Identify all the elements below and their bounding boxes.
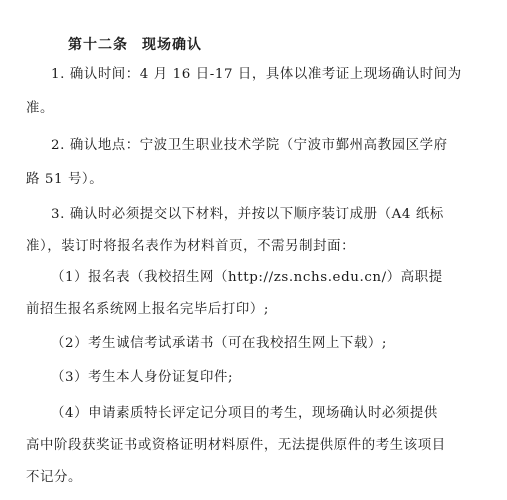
paragraph-line: 路 51 号）。 <box>26 172 104 187</box>
paragraph-line: 前招生报名系统网上报名完毕后打印）; <box>26 302 269 317</box>
article-number: 第十二条 <box>68 37 128 53</box>
paragraph-line: 3. 确认时必须提交以下材料，并按以下顺序装订成册（A4 纸标 <box>51 207 444 222</box>
paragraph-line: 1. 确认时间：4 月 16 日-17 日，具体以准考证上现场确认时间为 <box>51 67 462 82</box>
paragraph-line: （3）考生本人身份证复印件; <box>51 370 234 385</box>
paragraph-line: （2）考生诚信考试承诺书（可在我校招生网上下载）; <box>51 336 388 351</box>
paragraph-line: （4）申请素质特长评定记分项目的考生，现场确认时必须提供 <box>51 406 438 421</box>
paragraph-line: 准。 <box>26 101 54 116</box>
paragraph-line: 不记分。 <box>26 470 82 485</box>
article-title: 现场确认 <box>142 37 202 53</box>
article-heading <box>68 34 202 54</box>
paragraph-line: （1）报名表（我校招生网（http://zs.nchs.edu.cn/）高职提 <box>51 270 443 285</box>
paragraph-line: 准），装订时将报名表作为材料首页，不需另制封面： <box>26 239 356 254</box>
paragraph-line: 高中阶段获奖证书或资格证明材料原件，无法提供原件的考生该项目 <box>26 438 446 453</box>
paragraph-line: 2. 确认地点：宁波卫生职业技术学院（宁波市鄞州高教园区学府 <box>51 138 448 153</box>
